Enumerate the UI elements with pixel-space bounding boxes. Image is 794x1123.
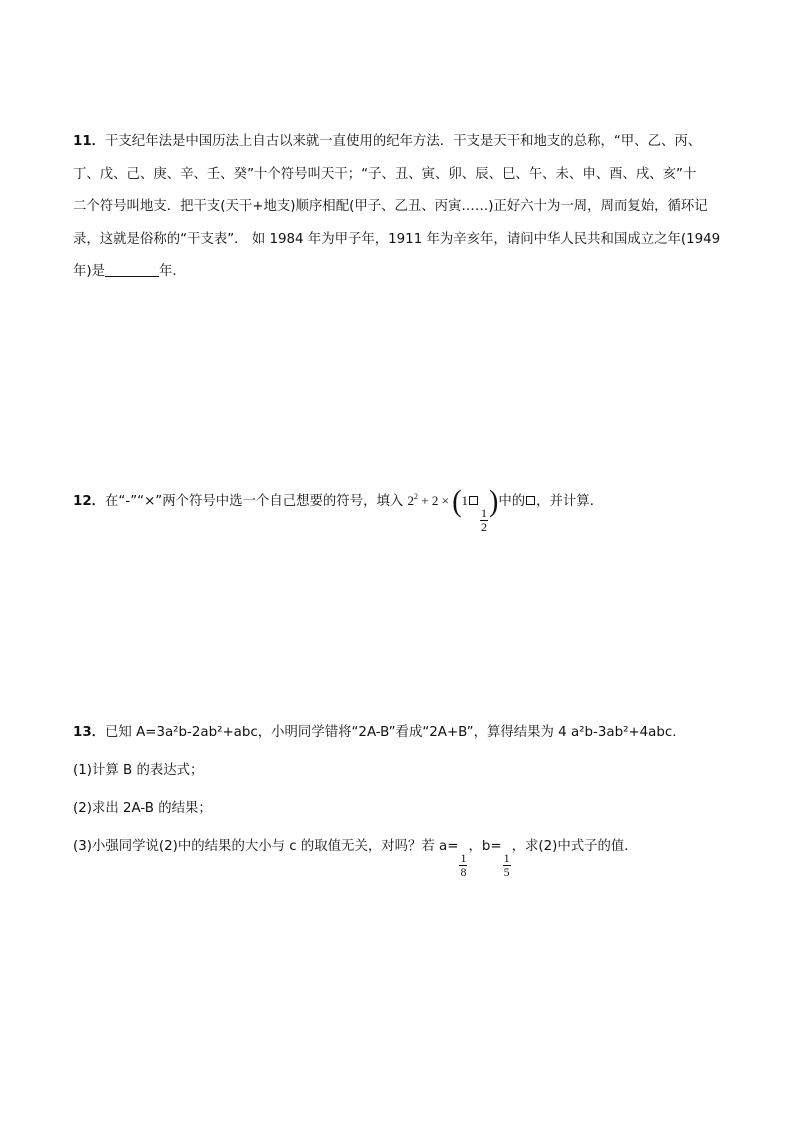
q11-line-2: 丁、戊、己、庚、辛、壬、癸”十个符号叫天干；“子、丑、寅、卯、辰、巳、午、未、申、酉、戌、亥”十 [73, 166, 697, 182]
q13-part-3-text-b: ，b= [468, 839, 502, 854]
q12-expression [407, 484, 499, 534]
frac-a-numerator: 1 [460, 851, 467, 865]
paren-open: ( [452, 484, 462, 519]
paren-close: ) [489, 484, 499, 519]
q11-line-3: 二个符号叫地支．把干支(天干+地支)顺序相配(甲子、乙丑、丙寅……)正好六十为一周，周而复始，循环记 [73, 199, 708, 214]
q11-number: 11． [73, 134, 106, 149]
q12-text-end: ，并计算． [536, 494, 604, 509]
frac-denominator: 2 [481, 520, 488, 534]
q13-stem [73, 714, 723, 752]
expr-operator: + 2 × [418, 493, 449, 508]
q12-line [73, 480, 723, 534]
question-11 [73, 126, 723, 289]
q13-part-2: (2)求出 2A-B 的结果； [73, 801, 212, 816]
q12-text-after: 中的 [498, 494, 526, 509]
q11-line-1 [73, 126, 723, 159]
question-12 [73, 480, 723, 534]
frac-a-denominator: 8 [460, 865, 467, 879]
frac-numerator: 1 [481, 506, 488, 520]
q11-line-4: 录，这就是俗称的“干支表”． 如 1984 年为甲子年，1911 年为辛亥年，请问中华人民共和国成立之年(1949 [73, 231, 721, 247]
q11-line-5 [73, 256, 723, 289]
fraction-half [480, 507, 488, 534]
expr-inner-number: 1 [461, 493, 469, 508]
frac-b-numerator: 1 [503, 851, 510, 865]
answer-blank[interactable] [105, 263, 159, 277]
q13-part-1: (1)计算 B 的表达式； [73, 763, 204, 778]
frac-b-denominator: 5 [503, 865, 510, 879]
q11-text-1: 干支纪年法是中国历法上自古以来就一直使用的纪年方法．干支是天干和地支的总称，“甲、乙、丙、 [105, 134, 702, 149]
q13-part-3-text-c: ，求(2)中式子的值． [511, 839, 638, 854]
expr-base: 2 [407, 493, 415, 508]
q11-text-5a: 年)是 [73, 264, 106, 279]
box-symbol [526, 496, 535, 505]
expr-exponent: 2 [414, 492, 419, 501]
fraction-b [503, 852, 511, 879]
q12-number: 12． [73, 494, 106, 509]
q11-text-5b: 年． [159, 264, 186, 279]
q13-part-3-text-a: (3)小强同学说(2)中的结果的大小与 c 的取值无关，对吗？若 a= [73, 839, 459, 854]
q13-stem-text: 已知 A=3a²b-2ab²+abc，小明同学错将“2A-B”看成“2A+B”，算得结果为 4 a²b-3ab²+4abc． [105, 725, 686, 740]
fraction-a [459, 852, 467, 879]
fill-box[interactable] [469, 496, 478, 505]
q13-part-3 [73, 828, 723, 879]
question-13 [73, 714, 723, 879]
q13-number: 13． [73, 725, 106, 740]
q12-text-before: 在“-”“×”两个符号中选一个自己想要的符号，填入 [105, 494, 404, 509]
